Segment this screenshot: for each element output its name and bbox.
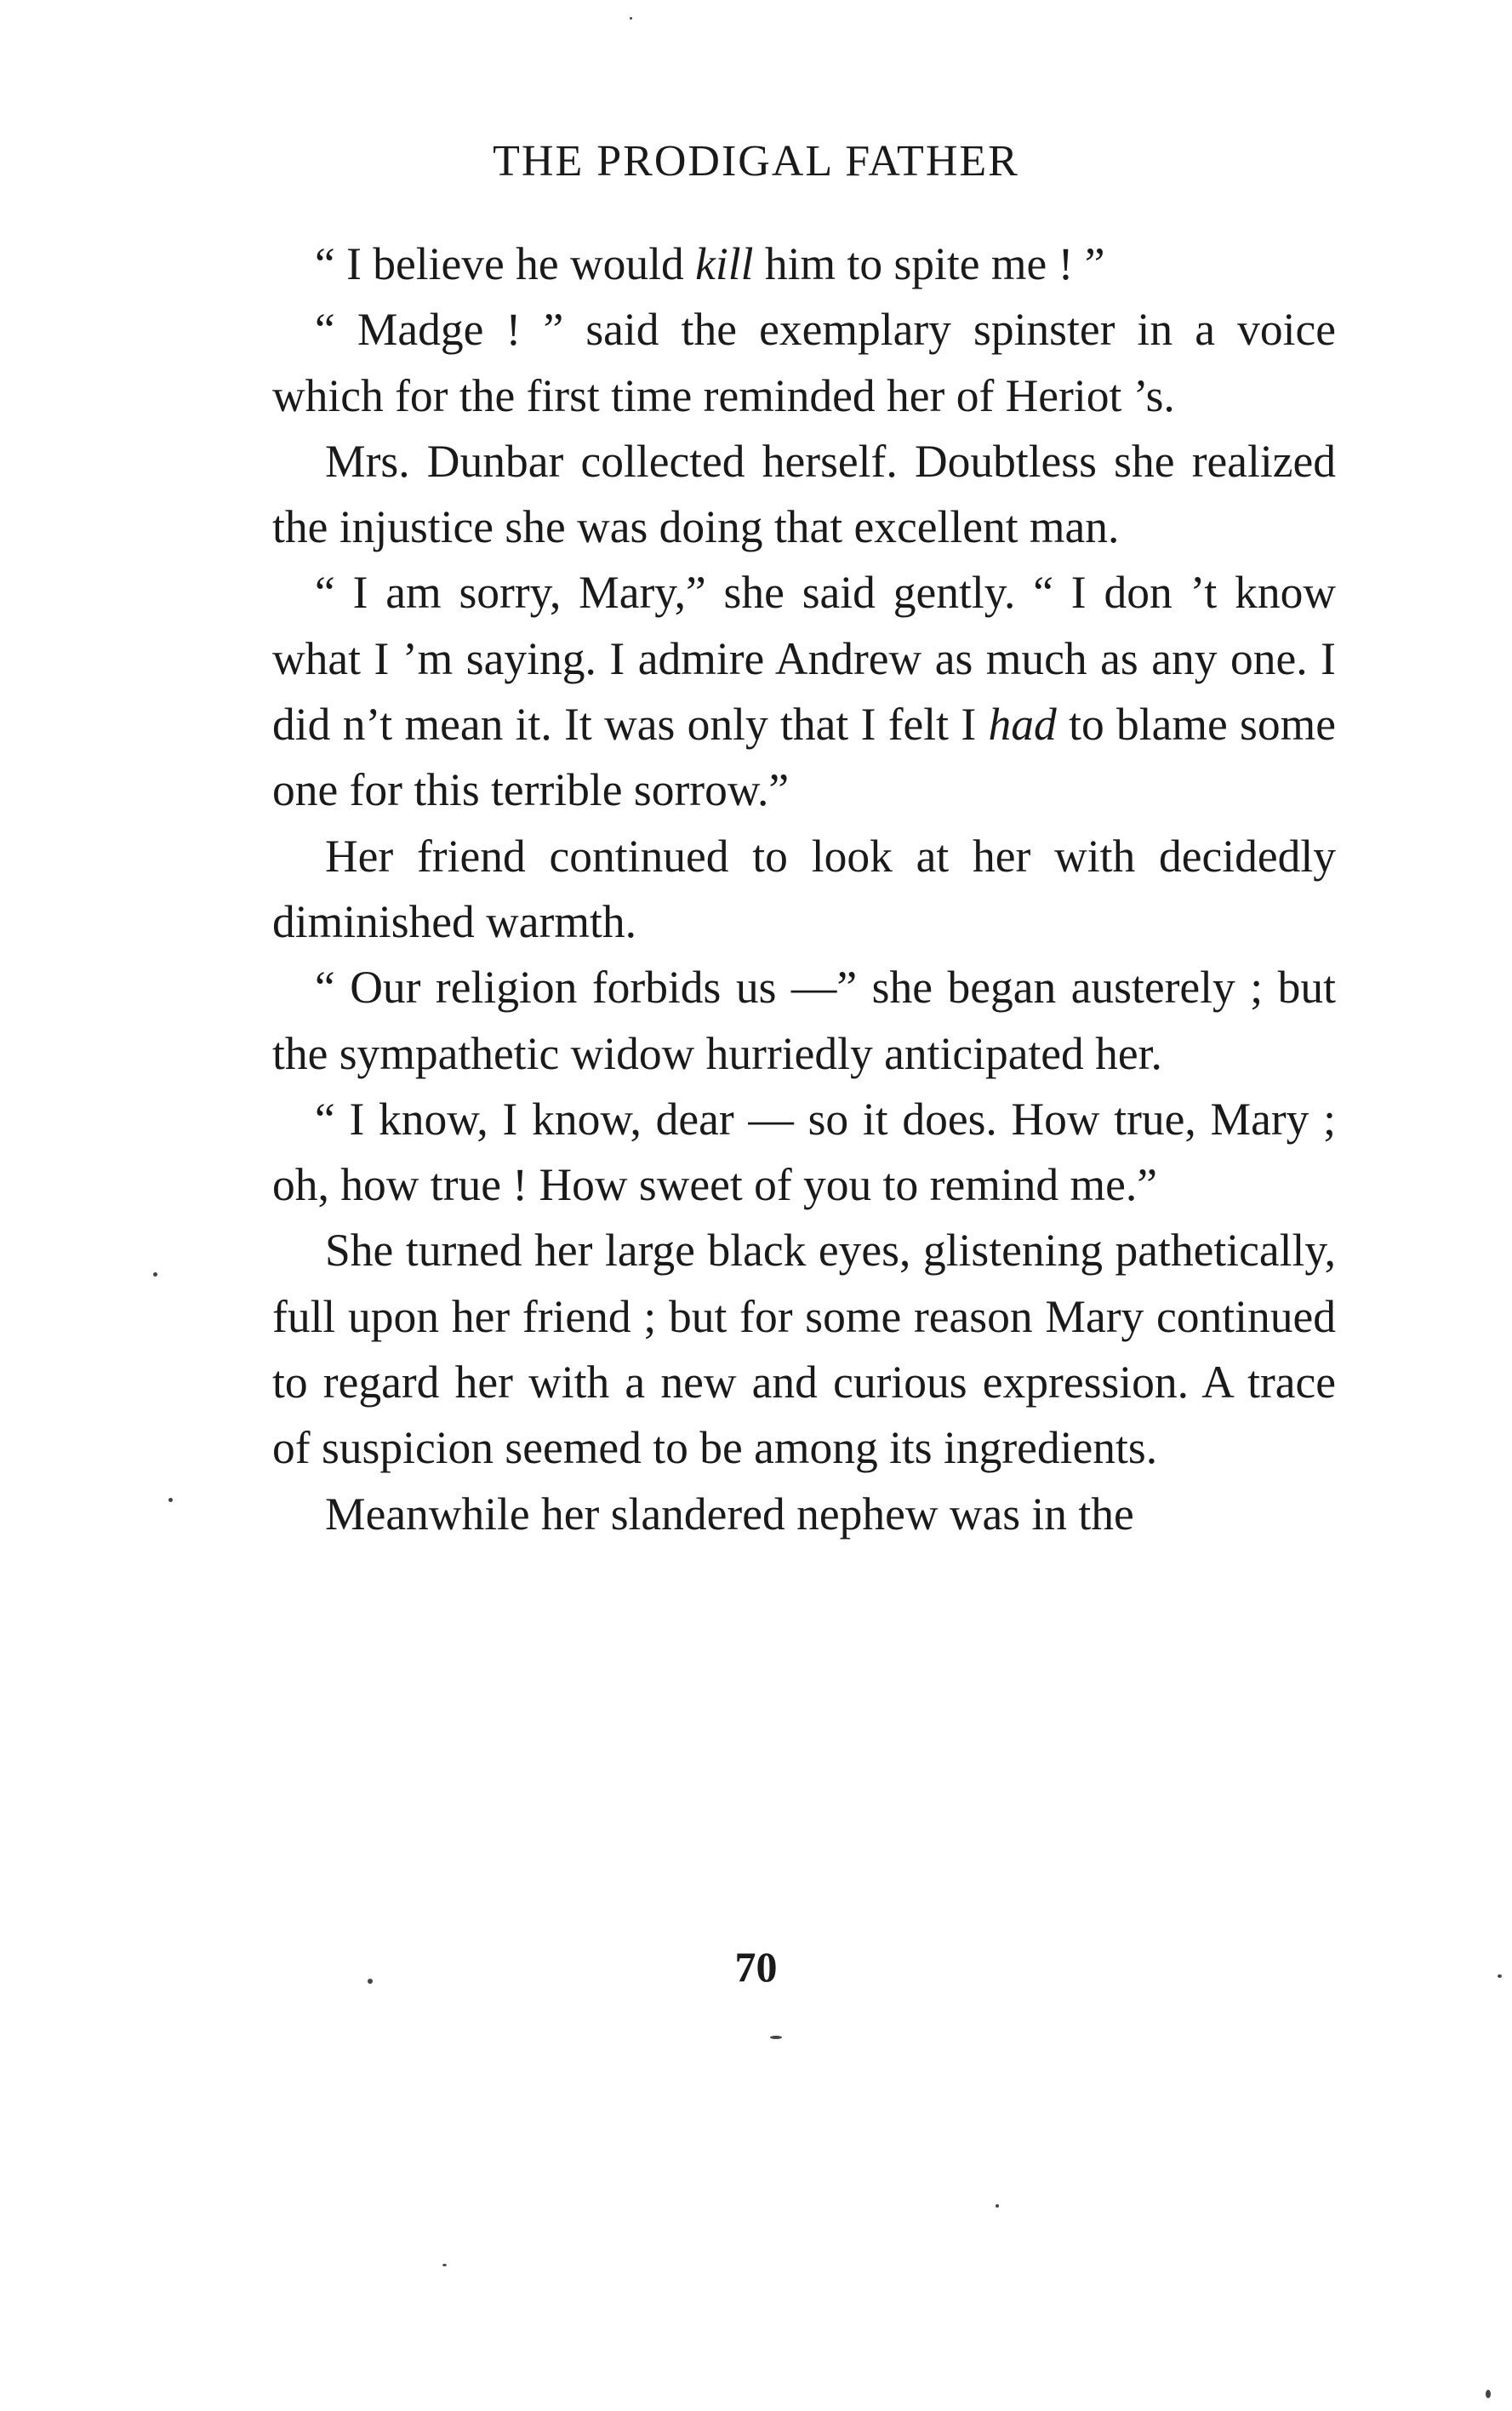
text-run: “ I know, I know, dear — so it does. How true, Mary ; oh, how true ! How sweet of you to remind me.” — [272, 1093, 1336, 1211]
running-head: THE PRODIGAL FATHER — [493, 137, 1019, 186]
scan-speck — [996, 2204, 999, 2208]
scan-speck — [368, 1979, 373, 1984]
scan-speck — [153, 1272, 157, 1277]
italic-emphasis: kill — [695, 238, 754, 289]
paragraph — [272, 429, 1336, 561]
paragraph — [272, 560, 1336, 823]
paragraph — [272, 297, 1336, 429]
scan-speck — [442, 2264, 447, 2266]
italic-emphasis: had — [988, 699, 1057, 751]
text-run: “ Madge ! ” said the exemplary spinster in a voice which for the first time reminded her of Heriot ’s. — [272, 304, 1336, 421]
scan-speck — [630, 17, 632, 20]
scan-speck — [770, 2036, 782, 2039]
paragraph — [272, 824, 1336, 956]
text-run: to blame some one for this terrible sorrow.” — [272, 699, 1336, 816]
paragraph — [272, 1482, 1336, 1547]
scan-speck — [1498, 1974, 1502, 1978]
text-run: She turned her large black eyes, glistening pathetically, full upon her friend ; but for some reason Mary continued to regard her with a new and curious expression. A trace of suspicion seemed to be among its ingredients. — [272, 1225, 1336, 1474]
text-run: “ I believe he would — [315, 238, 696, 289]
paragraph — [272, 955, 1336, 1087]
text-run: “ Our religion forbids us —” she began austerely ; but the sympathetic widow hurriedly anticipated her. — [272, 962, 1336, 1079]
body-text — [272, 231, 1336, 1547]
text-run: “ I am sorry, Mary,” she said gently. “ I don ’t know what I ’m saying. I admire Andrew as much as any one. I did n’t mean it. It was only that I felt I — [272, 567, 1336, 751]
scan-speck — [168, 1498, 173, 1502]
text-run: Mrs. Dunbar collected herself. Doubtless she realized the injustice she was doing that excellent man. — [272, 435, 1336, 553]
text-run: him to spite me ! ” — [753, 238, 1105, 289]
page-number: 70 — [734, 1943, 778, 1991]
paragraph — [272, 231, 1336, 297]
paragraph — [272, 1087, 1336, 1219]
text-run: Meanwhile her slandered nephew was in the — [325, 1488, 1134, 1540]
paragraph — [272, 1218, 1336, 1481]
text-run: Her friend continued to look at her with decidedly diminished warmth. — [272, 830, 1336, 947]
scan-speck — [1486, 2390, 1491, 2398]
